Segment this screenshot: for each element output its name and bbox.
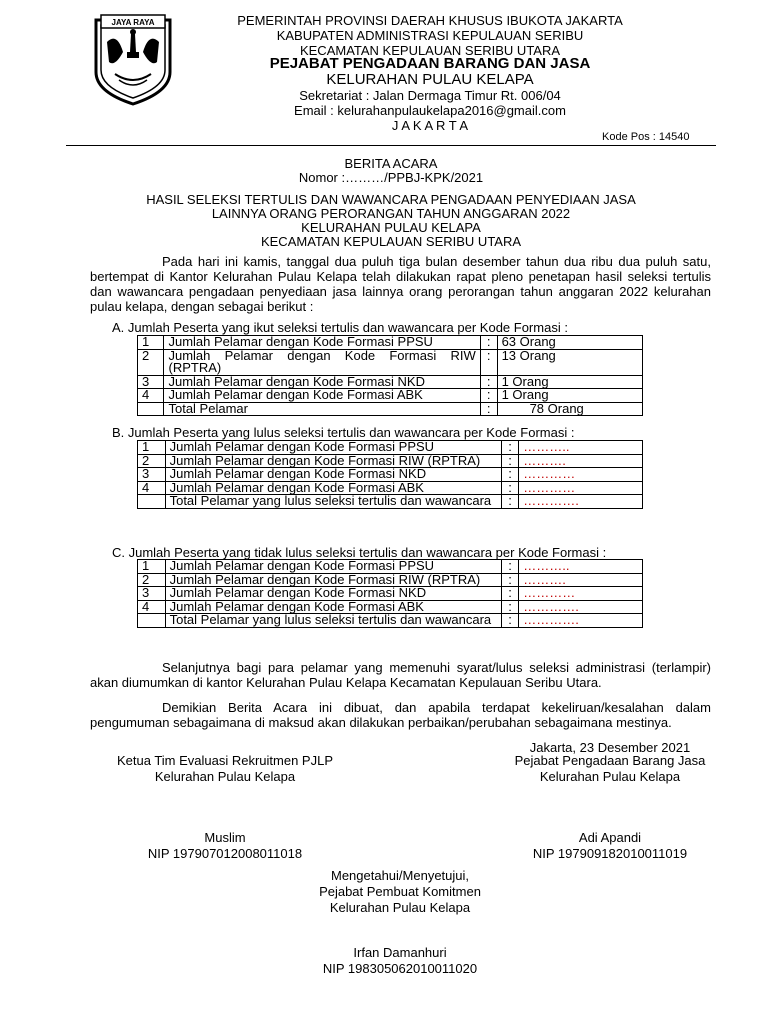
right-signatory-role: Pejabat Pengadaan Barang Jasa bbox=[514, 753, 706, 768]
row-description: Jumlah Pelamar dengan Kode Formasi NKD bbox=[165, 587, 501, 601]
header-divider bbox=[66, 145, 716, 146]
row-value: 13 Orang bbox=[497, 349, 642, 375]
row-description: Jumlah Pelamar dengan Kode Formasi RIW (RPTRA) bbox=[164, 349, 480, 375]
doc-number: Nomor :………/PPBJ-KPK/2021 bbox=[298, 170, 484, 185]
row-value: 63 Orang bbox=[497, 336, 642, 350]
row-colon: : bbox=[480, 349, 497, 375]
row-number: 1 bbox=[138, 560, 166, 574]
row-number: 3 bbox=[138, 468, 166, 482]
header-address: Sekretariat : Jalan Dermaga Timur Rt. 006/04 bbox=[299, 88, 561, 103]
row-number: 1 bbox=[138, 441, 166, 455]
row-number: 2 bbox=[138, 573, 166, 587]
closing-text-2: Demikian Berita Acara ini dibuat, dan apabila terdapat kekeliruan/kesalahan dalam pengumuman sebagaimana di maksud akan dilakukan perbaikan/perubahan sebagaimana mestinya. bbox=[90, 700, 711, 730]
row-description: Jumlah Pelamar dengan Kode Formasi ABK bbox=[165, 600, 501, 614]
row-number: 4 bbox=[138, 389, 164, 403]
row-colon: : bbox=[501, 441, 518, 455]
table-row bbox=[138, 560, 643, 574]
closing-paragraph-1 bbox=[90, 660, 711, 690]
row-colon: : bbox=[480, 402, 497, 416]
row-colon: : bbox=[501, 454, 518, 468]
row-colon: : bbox=[501, 614, 518, 628]
approver-role: Pejabat Pembuat Komitmen bbox=[319, 884, 481, 899]
right-signatory-name: Adi Apandi bbox=[578, 830, 642, 845]
row-description: Jumlah Pelamar dengan Kode Formasi RIW (RPTRA) bbox=[165, 454, 501, 468]
row-description: Jumlah Pelamar dengan Kode Formasi RIW (RPTRA) bbox=[165, 573, 501, 587]
row-number: 2 bbox=[138, 349, 164, 375]
row-value: 1 Orang bbox=[497, 389, 642, 403]
header-regency: KABUPATEN ADMINISTRASI KEPULAUAN SERIBU bbox=[276, 28, 584, 43]
row-number bbox=[138, 614, 166, 628]
section-a-table bbox=[137, 335, 643, 416]
table-row bbox=[138, 349, 643, 375]
row-value-placeholder: ………… bbox=[519, 587, 643, 601]
approver-unit: Kelurahan Pulau Kelapa bbox=[329, 900, 471, 915]
row-colon: : bbox=[501, 600, 518, 614]
row-number: 2 bbox=[138, 454, 166, 468]
left-signatory-nip: NIP 197907012008011018 bbox=[147, 846, 303, 861]
approver-block bbox=[250, 868, 550, 916]
right-signatory-nip: NIP 197909182010011019 bbox=[532, 846, 688, 861]
header-city: J A K A R T A bbox=[391, 118, 469, 133]
logo-motto: JAYA RAYA bbox=[111, 18, 155, 27]
row-value-placeholder: ………. bbox=[519, 573, 643, 587]
row-colon: : bbox=[501, 560, 518, 574]
table-row-total bbox=[138, 402, 643, 416]
row-colon: : bbox=[501, 481, 518, 495]
row-number bbox=[138, 402, 164, 416]
row-value-placeholder: ……….. bbox=[519, 441, 643, 455]
row-number: 4 bbox=[138, 481, 166, 495]
row-description: Jumlah Pelamar dengan Kode Formasi PPSU bbox=[165, 441, 501, 455]
jakarta-emblem-logo bbox=[93, 12, 173, 106]
row-description: Total Pelamar yang lulus seleksi tertulis dan wawancara bbox=[165, 614, 501, 628]
right-signatory-block bbox=[470, 753, 750, 785]
row-description: Jumlah Pelamar dengan Kode Formasi NKD bbox=[165, 468, 501, 482]
row-value-placeholder: ………… bbox=[519, 468, 643, 482]
table-row bbox=[138, 441, 643, 455]
row-value-placeholder: ………. bbox=[519, 454, 643, 468]
left-signatory-block bbox=[80, 753, 370, 785]
row-colon: : bbox=[501, 495, 518, 509]
table-row bbox=[138, 336, 643, 350]
row-value: 1 Orang bbox=[497, 375, 642, 389]
row-colon: : bbox=[501, 468, 518, 482]
section-c-title: C. Jumlah Peserta yang tidak lulus seleksi tertulis dan wawancara per Kode Formasi : bbox=[112, 545, 607, 560]
row-value-placeholder: ………… bbox=[519, 481, 643, 495]
left-signatory-name-block bbox=[80, 830, 370, 862]
section-a-title: A. Jumlah Peserta yang ikut seleksi tertulis dan wawancara per Kode Formasi : bbox=[112, 320, 568, 335]
row-description: Jumlah Pelamar dengan Kode Formasi NKD bbox=[164, 375, 480, 389]
row-colon: : bbox=[480, 389, 497, 403]
row-number: 4 bbox=[138, 600, 166, 614]
header-village: KELURAHAN PULAU KELAPA bbox=[326, 71, 534, 88]
doc-subject-line4: KECAMATAN KEPULAUAN SERIBU UTARA bbox=[260, 234, 522, 249]
left-signatory-unit: Kelurahan Pulau Kelapa bbox=[154, 769, 296, 784]
row-number: 3 bbox=[138, 375, 164, 389]
doc-subject-line3: KELURAHAN PULAU KELAPA bbox=[301, 220, 481, 235]
section-b-title: B. Jumlah Peserta yang lulus seleksi tertulis dan wawancara per Kode Formasi : bbox=[112, 425, 575, 440]
row-description: Jumlah Pelamar dengan Kode Formasi PPSU bbox=[165, 560, 501, 574]
doc-subject-line1: HASIL SELEKSI TERTULIS DAN WAWANCARA PENGADAAN PENYEDIAAN JASA bbox=[146, 192, 636, 207]
closing-paragraph-2 bbox=[90, 700, 711, 730]
row-description: Jumlah Pelamar dengan Kode Formasi PPSU bbox=[164, 336, 480, 350]
header-email: Email : kelurahanpulaukelapa2016@gmail.com bbox=[294, 103, 566, 118]
row-colon: : bbox=[501, 587, 518, 601]
row-value-placeholder: …………. bbox=[519, 600, 643, 614]
doc-type: BERITA ACARA bbox=[344, 156, 438, 171]
intro-paragraph bbox=[90, 254, 711, 314]
left-signatory-name: Muslim bbox=[204, 830, 246, 845]
row-value-placeholder: ……….. bbox=[519, 560, 643, 574]
header-office: PEJABAT PENGADAAN BARANG DAN JASA bbox=[269, 55, 591, 72]
approver-note: Mengetahui/Menyetujui, bbox=[330, 868, 470, 883]
table-row-total bbox=[138, 495, 643, 509]
signing-place-date: Jakarta, 23 Desember 2021 bbox=[529, 740, 691, 755]
table-row bbox=[138, 389, 643, 403]
row-colon: : bbox=[480, 375, 497, 389]
row-description: Jumlah Pelamar dengan Kode Formasi ABK bbox=[164, 389, 480, 403]
row-value: 78 Orang bbox=[497, 402, 642, 416]
approver-name: Irfan Damanhuri bbox=[353, 945, 447, 960]
row-number bbox=[138, 495, 166, 509]
approver-name-block bbox=[250, 945, 550, 977]
row-number: 3 bbox=[138, 587, 166, 601]
closing-text-1: Selanjutnya bagi para pelamar yang memenuhi syarat/lulus seleksi administrasi (terlampir) akan diumumkan di kantor Kelurahan Pulau Kelapa Kecamatan Kepulauan Seribu Utara. bbox=[90, 660, 711, 690]
row-value-placeholder: …………. bbox=[519, 495, 643, 509]
section-c-table bbox=[137, 559, 643, 628]
right-signatory-name-block bbox=[480, 830, 740, 862]
row-value-placeholder: …………. bbox=[519, 614, 643, 628]
header-district: KECAMATAN KEPULAUAN SERIBU UTARA bbox=[299, 43, 561, 58]
intro-text: Pada hari ini kamis, tanggal dua puluh tiga bulan desember tahun dua ribu dua puluh satu, bertempat di Kantor Kelurahan Pulau Kelapa telah dilakukan rapat pleno penetapan hasil seleksi tertulis dan wawancara pengadaan penyediaan jasa lainnya orang perorangan tahun anggaran 2022 kelurahan pulau kelapa, dengan sebagai berikut : bbox=[90, 254, 711, 314]
table-row-total bbox=[138, 614, 643, 628]
header-province: PEMERINTAH PROVINSI DAERAH KHUSUS IBUKOTA JAKARTA bbox=[237, 13, 623, 28]
right-signatory-unit: Kelurahan Pulau Kelapa bbox=[539, 769, 681, 784]
row-colon: : bbox=[501, 573, 518, 587]
row-colon: : bbox=[480, 336, 497, 350]
section-b-table bbox=[137, 440, 643, 509]
row-number: 1 bbox=[138, 336, 164, 350]
left-signatory-role: Ketua Tim Evaluasi Rekruitmen PJLP bbox=[116, 753, 334, 768]
doc-subject-line2: LAINNYA ORANG PERORANGAN TAHUN ANGGARAN 2022 bbox=[211, 206, 571, 221]
table-row bbox=[138, 587, 643, 601]
row-description: Total Pelamar yang lulus seleksi tertulis dan wawancara bbox=[165, 495, 501, 509]
row-description: Jumlah Pelamar dengan Kode Formasi ABK bbox=[165, 481, 501, 495]
header-postcode: Kode Pos : 14540 bbox=[602, 131, 690, 143]
row-description: Total Pelamar bbox=[164, 402, 480, 416]
table-row bbox=[138, 468, 643, 482]
approver-nip: NIP 198305062010011020 bbox=[322, 961, 478, 976]
